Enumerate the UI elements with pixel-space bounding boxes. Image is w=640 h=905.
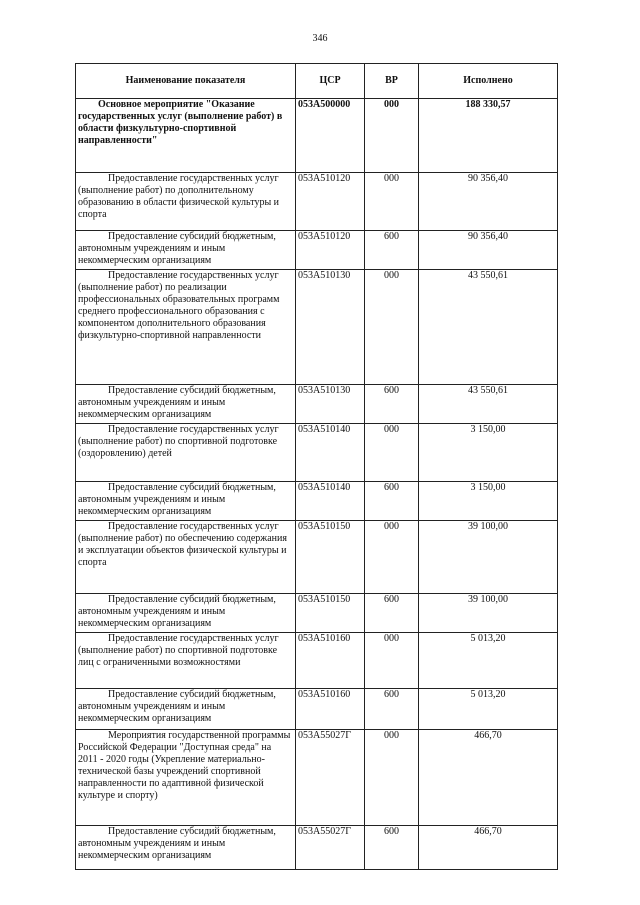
table-row <box>76 99 558 173</box>
table-row <box>76 385 558 424</box>
row-name: Предоставление субсидий бюджетным, автономным учреждениям и иным некоммерческим организациям <box>76 594 296 633</box>
row-csr: 053A510120 <box>296 173 365 231</box>
row-name: Предоставление государственных услуг (выполнение работ) по дополнительному образованию в области физической культуры и спорта <box>76 173 296 231</box>
row-csr: 053A55027Г <box>296 730 365 826</box>
table-row <box>76 521 558 594</box>
row-executed: 39 100,00 <box>419 521 558 594</box>
header-csr: ЦСР <box>296 64 365 99</box>
row-csr: 053A510130 <box>296 385 365 424</box>
row-name: Предоставление государственных услуг (выполнение работ) по спортивной подготовке (оздоровлению) детей <box>76 424 296 482</box>
row-csr: 053A510160 <box>296 633 365 689</box>
header-name: Наименование показателя <box>76 64 296 99</box>
row-vr: 000 <box>365 730 419 826</box>
row-name: Предоставление государственных услуг (выполнение работ) по спортивной подготовке лиц с ограниченными возможностями <box>76 633 296 689</box>
row-executed: 90 356,40 <box>419 231 558 270</box>
row-vr: 600 <box>365 482 419 521</box>
row-vr: 600 <box>365 594 419 633</box>
header-executed: Исполнено <box>419 64 558 99</box>
row-vr: 600 <box>365 385 419 424</box>
budget-execution-table <box>75 63 558 870</box>
row-csr: 053A510150 <box>296 521 365 594</box>
table-row <box>76 689 558 730</box>
row-name: Предоставление субсидий бюджетным, автономным учреждениям и иным некоммерческим организациям <box>76 826 296 870</box>
page-number: 346 <box>312 33 328 44</box>
row-executed: 3 150,00 <box>419 482 558 521</box>
row-csr: 053A510160 <box>296 689 365 730</box>
table-row <box>76 730 558 826</box>
row-name: Предоставление субсидий бюджетным, автономным учреждениям и иным некоммерческим организациям <box>76 482 296 521</box>
table-row <box>76 594 558 633</box>
row-name: Предоставление субсидий бюджетным, автономным учреждениям и иным некоммерческим организациям <box>76 231 296 270</box>
row-executed: 3 150,00 <box>419 424 558 482</box>
row-name: Предоставление государственных услуг (выполнение работ) по обеспечению содержания и эксплуатации объектов физической культуры и спорта <box>76 521 296 594</box>
table-row <box>76 482 558 521</box>
row-csr: 053A55027Г <box>296 826 365 870</box>
table-row <box>76 633 558 689</box>
row-csr: 053A510150 <box>296 594 365 633</box>
table-row <box>76 173 558 231</box>
row-vr: 600 <box>365 826 419 870</box>
row-vr: 600 <box>365 231 419 270</box>
row-name: Предоставление субсидий бюджетным, автономным учреждениям и иным некоммерческим организациям <box>76 689 296 730</box>
row-csr: 053A510130 <box>296 270 365 385</box>
row-executed: 188 330,57 <box>419 99 558 173</box>
table-row <box>76 424 558 482</box>
row-executed: 5 013,20 <box>419 633 558 689</box>
row-executed: 466,70 <box>419 826 558 870</box>
row-name: Предоставление субсидий бюджетным, автономным учреждениям и иным некоммерческим организациям <box>76 385 296 424</box>
row-executed: 43 550,61 <box>419 270 558 385</box>
row-name: Основное мероприятие "Оказание государственных услуг (выполнение работ) в области физкультурно-спортивной направленности" <box>76 99 296 173</box>
row-executed: 39 100,00 <box>419 594 558 633</box>
row-vr: 000 <box>365 633 419 689</box>
row-csr: 053A510120 <box>296 231 365 270</box>
row-vr: 000 <box>365 521 419 594</box>
row-csr: 053A510140 <box>296 482 365 521</box>
row-vr: 000 <box>365 99 419 173</box>
row-csr: 053A510140 <box>296 424 365 482</box>
table-row <box>76 826 558 870</box>
row-name: Мероприятия государственной программы Российской Федерации "Доступная среда" на 2011 - 2020 годы (Укрепление материально-технической базы учреждений спортивной направленности по адаптивной физической культуре и спорту) <box>76 730 296 826</box>
row-executed: 43 550,61 <box>419 385 558 424</box>
row-executed: 5 013,20 <box>419 689 558 730</box>
row-csr: 053A500000 <box>296 99 365 173</box>
table-row <box>76 231 558 270</box>
table-row <box>76 270 558 385</box>
header-vr: ВР <box>365 64 419 99</box>
row-executed: 90 356,40 <box>419 173 558 231</box>
row-vr: 000 <box>365 424 419 482</box>
table-header-row <box>76 64 558 99</box>
row-executed: 466,70 <box>419 730 558 826</box>
row-vr: 000 <box>365 173 419 231</box>
row-vr: 000 <box>365 270 419 385</box>
row-name: Предоставление государственных услуг (выполнение работ) по реализации профессиональных образовательных программ среднего профессионального образования с компонентом дополнительного образования физкультурно-спортивной направленности <box>76 270 296 385</box>
row-vr: 600 <box>365 689 419 730</box>
